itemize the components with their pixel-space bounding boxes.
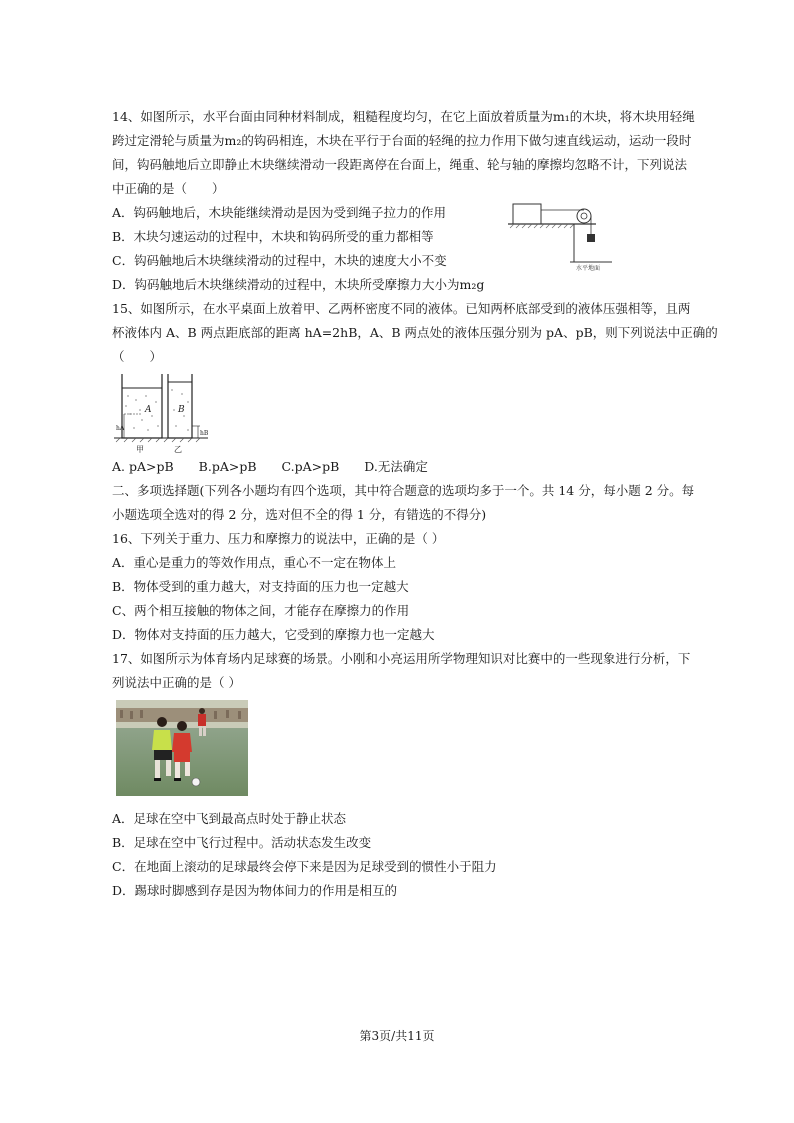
q16-option-a: A．重心是重力的等效作用点，重心不一定在物体上 [112,555,397,570]
football [192,778,200,786]
q17-option-a: A．足球在空中飞到最高点时处于静止状态 [112,811,347,826]
q15-stem-line-3: （ ） [112,349,163,364]
q16-option-d: D．物体对支持面的压力越大，它受到的摩擦力也一定越大 [112,627,435,642]
q14-stem-line-2: 跨过定滑轮与质量为m₂的钩码相连，木块在平行于台面的轻绳的拉力作用下做匀速直线运动，运动一段时 [112,133,692,148]
football-photo [116,700,248,796]
q17-option-c: C．在地面上滚动的足球最终会停下来是因为足球受到的惯性小于阻力 [112,859,497,874]
beaker-jia-label: 甲 [136,445,144,454]
table-hatch [510,224,574,228]
q15-beakers-figure [112,370,212,456]
hb-label: hB [200,430,209,437]
q14-pulley-figure [506,198,616,273]
point-a-label: A [145,405,152,415]
q17-option-b: B．足球在空中飞行过程中。活动状态发生改变 [112,835,372,850]
point-b-label: B [178,405,185,415]
q15-options: A. pA>pB B.pA>pB C.pA>pB D.无法确定 [112,459,428,474]
q15-stem-line-1: 15、如图所示，在水平桌面上放着甲、乙两杯密度不同的液体。已知两杯底部受到的液体压强相等，且两 [112,301,691,316]
q14-stem-line-1: 14、如图所示，水平台面由同种材料制成，粗糙程度均匀，在它上面放着质量为m₁的木块，将木块用轻绳 [112,109,695,124]
hook-weight [587,234,595,242]
q17-stem-line-1: 17、如图所示为体育场内足球赛的场景。小刚和小亮运用所学物理知识对比赛中的一些现象进行分析，下 [112,651,691,666]
ha-label: hA [116,425,125,432]
q16-option-c: C、两个相互接触的物体之间，才能存在摩擦力的作用 [112,603,410,618]
q14-option-b: B．木块匀速运动的过程中，木块和钩码所受的重力都相等 [112,229,434,244]
q14-option-c: C．钩码触地后木块继续滑动的过程中，木块的速度大小不变 [112,253,447,268]
q16-option-b: B．物体受到的重力越大，对支持面的压力也一定越大 [112,579,409,594]
beaker-yi-label: 乙 [174,445,182,454]
beaker-jia [122,374,162,438]
section2-line-1: 二、多项选择题(下列各小题均有四个选项，其中符合题意的选项均多于一个。共 14 分，每小题 2 分。每 [112,483,695,498]
q15-stem-line-2: 杯液体内 A、B 两点距底部的距离 hA=2hB，A、B 两点处的液体压强分别为 pA、pB，则下列说法中正确的 [112,325,718,340]
q14-stem-line-3: 间，钩码触地后立即静止木块继续滑动一段距离停在台面上，绳重、轮与轴的摩擦均忽略不计，下列说法 [112,157,688,172]
pulley-wheel [577,209,591,223]
q16-stem: 16、下列关于重力、压力和摩擦力的说法中，正确的是（ ） [112,531,445,546]
wooden-block [513,204,541,224]
section2-line-2: 小题选项全选对的得 2 分，选对但不全的得 1 分，有错选的不得分) [112,507,487,522]
q14-option-d: D．钩码触地后木块继续滑动的过程中，木块所受摩擦力大小为m₂g [112,277,485,292]
q14-option-a: A．钩码触地后，木块能继续滑动是因为受到绳子拉力的作用 [112,205,447,220]
page-footer: 第3页/共11页 [359,1029,435,1043]
q17-stem-line-2: 列说法中正确的是（ ） [112,675,241,690]
q14-stem-line-4: 中正确的是（ ） [112,181,225,196]
ground-label: 水平地面 [576,265,601,272]
q17-option-d: D．踢球时脚感到存是因为物体间力的作用是相互的 [112,883,398,898]
